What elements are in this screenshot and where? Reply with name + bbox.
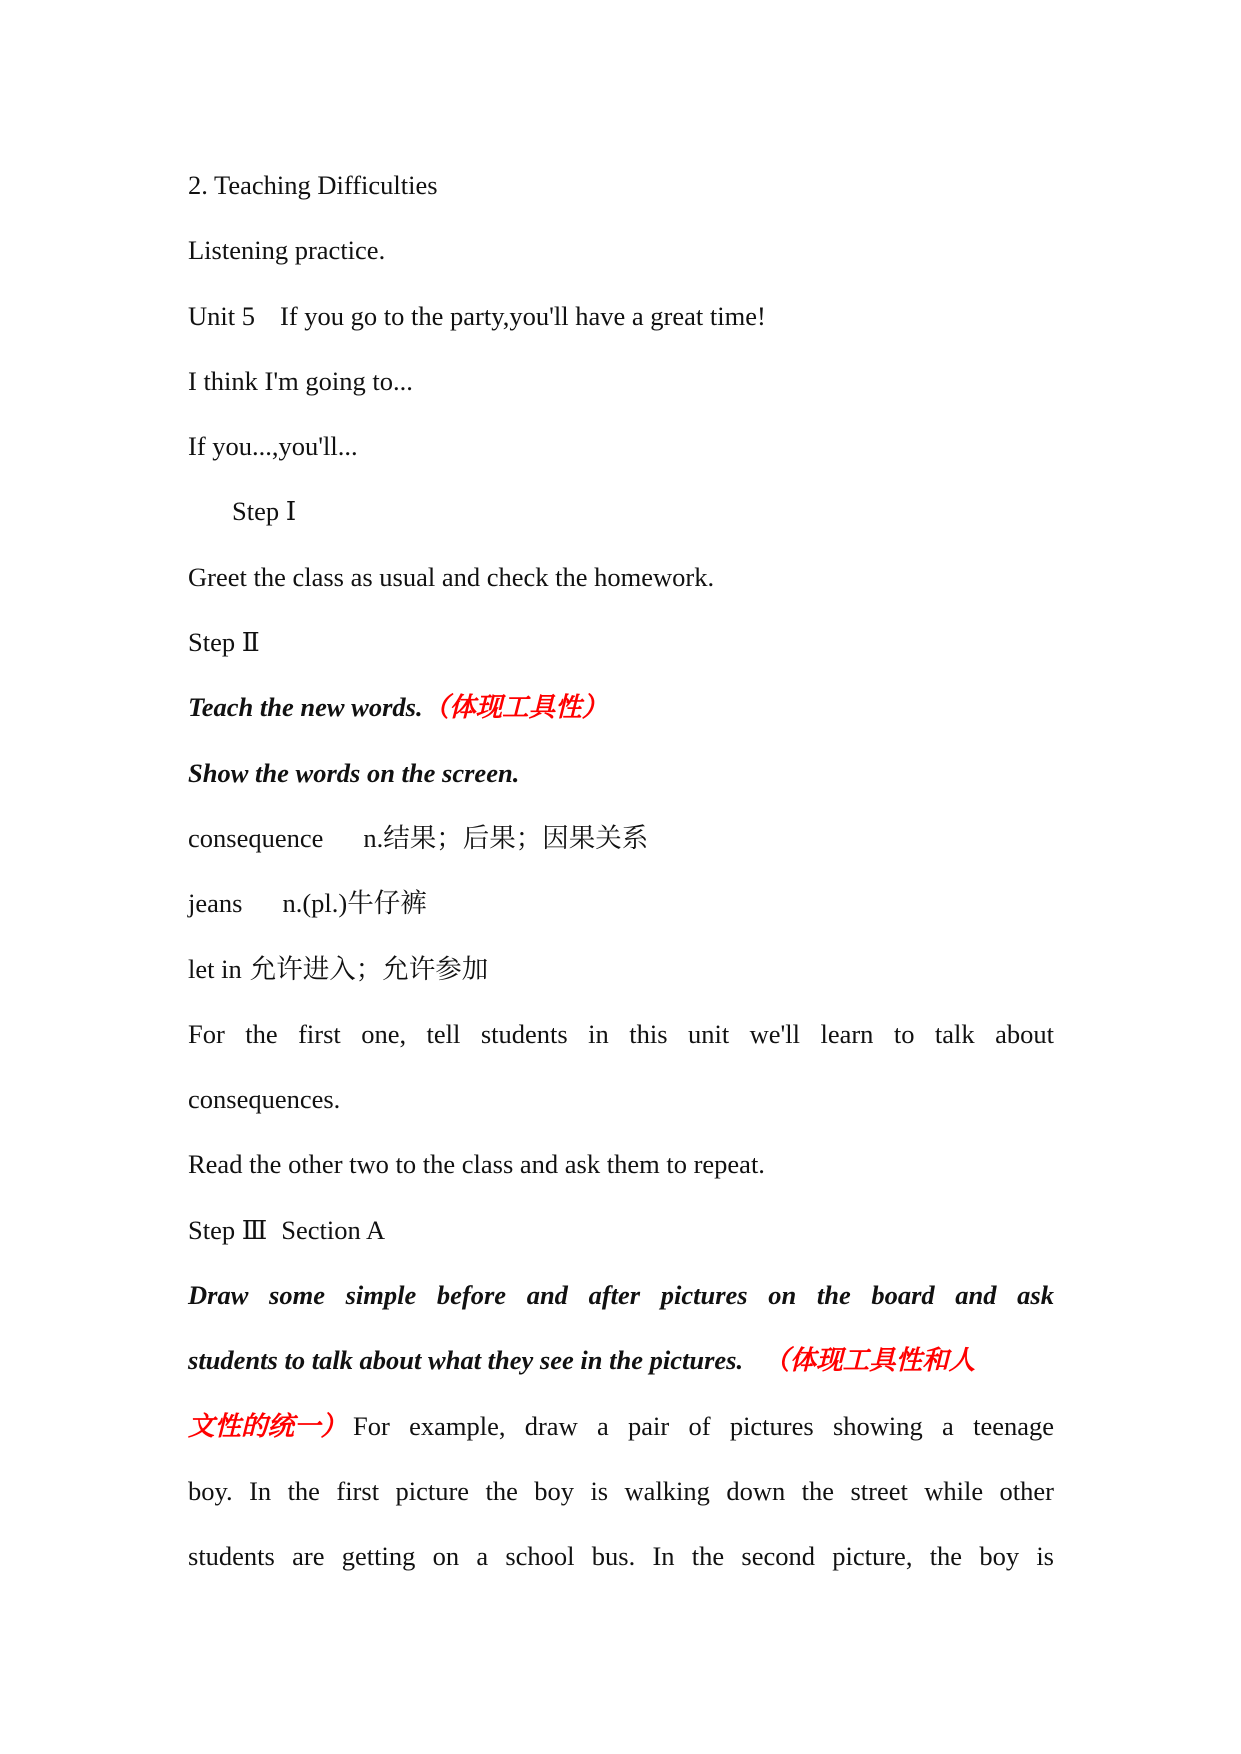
vocab-meaning: n.结果；后果；因果关系 [363, 822, 649, 853]
draw-note-part-1: （体现工具性和人 [763, 1345, 976, 1376]
vocab-item [188, 813, 1054, 878]
teach-words-note: （体现工具性） [422, 692, 609, 723]
first-one-line-2: consequences. [188, 1084, 341, 1115]
pattern-line-1: I think I'm going to... [188, 365, 413, 396]
step-3-label: Step Ⅲ [188, 1214, 268, 1245]
section-label: Section A [281, 1214, 386, 1245]
vocab-item [188, 944, 1054, 1009]
vocab-item [188, 878, 1054, 943]
vocab-word: jeans [188, 888, 243, 919]
step-1-text: Greet the class as usual and check the homework. [188, 561, 715, 592]
step-1-heading: Step Ⅰ [232, 496, 297, 527]
document-body [188, 160, 1054, 1597]
teach-words-text: Teach the new words. [188, 692, 423, 723]
draw-line-2 [188, 1335, 1054, 1400]
example-line-3: students are getting on a school bus. In the second picture, the boy is [188, 1541, 1054, 1572]
listening-line: Listening practice. [188, 235, 386, 266]
unit-label: Unit 5 [188, 300, 255, 331]
example-line-1 [188, 1401, 1054, 1466]
read-other-line: Read the other two to the class and ask them to repeat. [188, 1149, 765, 1180]
draw-line-1: Draw some simple before and after pictures on the board and ask [188, 1280, 1054, 1311]
first-one-line-1: For the first one, tell students in this unit we'll learn to talk about [188, 1018, 1054, 1049]
example-line-1-text: For example, draw a pair of pictures showing a teenage [353, 1410, 1054, 1441]
section-heading: 2. Teaching Difficulties [188, 170, 438, 200]
vocab-meaning: n.(pl.)牛仔裤 [282, 888, 427, 919]
vocab-word: consequence [188, 822, 324, 853]
draw-line-2-text: students to talk about what they see in the pictures. [188, 1345, 744, 1376]
show-words-line: Show the words on the screen. [188, 757, 520, 788]
unit-title: If you go to the party,you'll have a great time! [280, 300, 766, 331]
draw-note-part-2: 文性的统一） [188, 1410, 347, 1441]
example-line-2: boy. In the first picture the boy is walking down the street while other [188, 1475, 1054, 1506]
step-3-heading [188, 1205, 1054, 1270]
vocab-word: let in [188, 953, 242, 984]
vocab-meaning: 允许进入；允许参加 [249, 953, 489, 984]
teach-words-line [188, 682, 1054, 747]
step-2-heading: Step Ⅱ [188, 627, 260, 658]
unit-line [188, 291, 1054, 356]
pattern-line-2: If you...,you'll... [188, 431, 358, 462]
